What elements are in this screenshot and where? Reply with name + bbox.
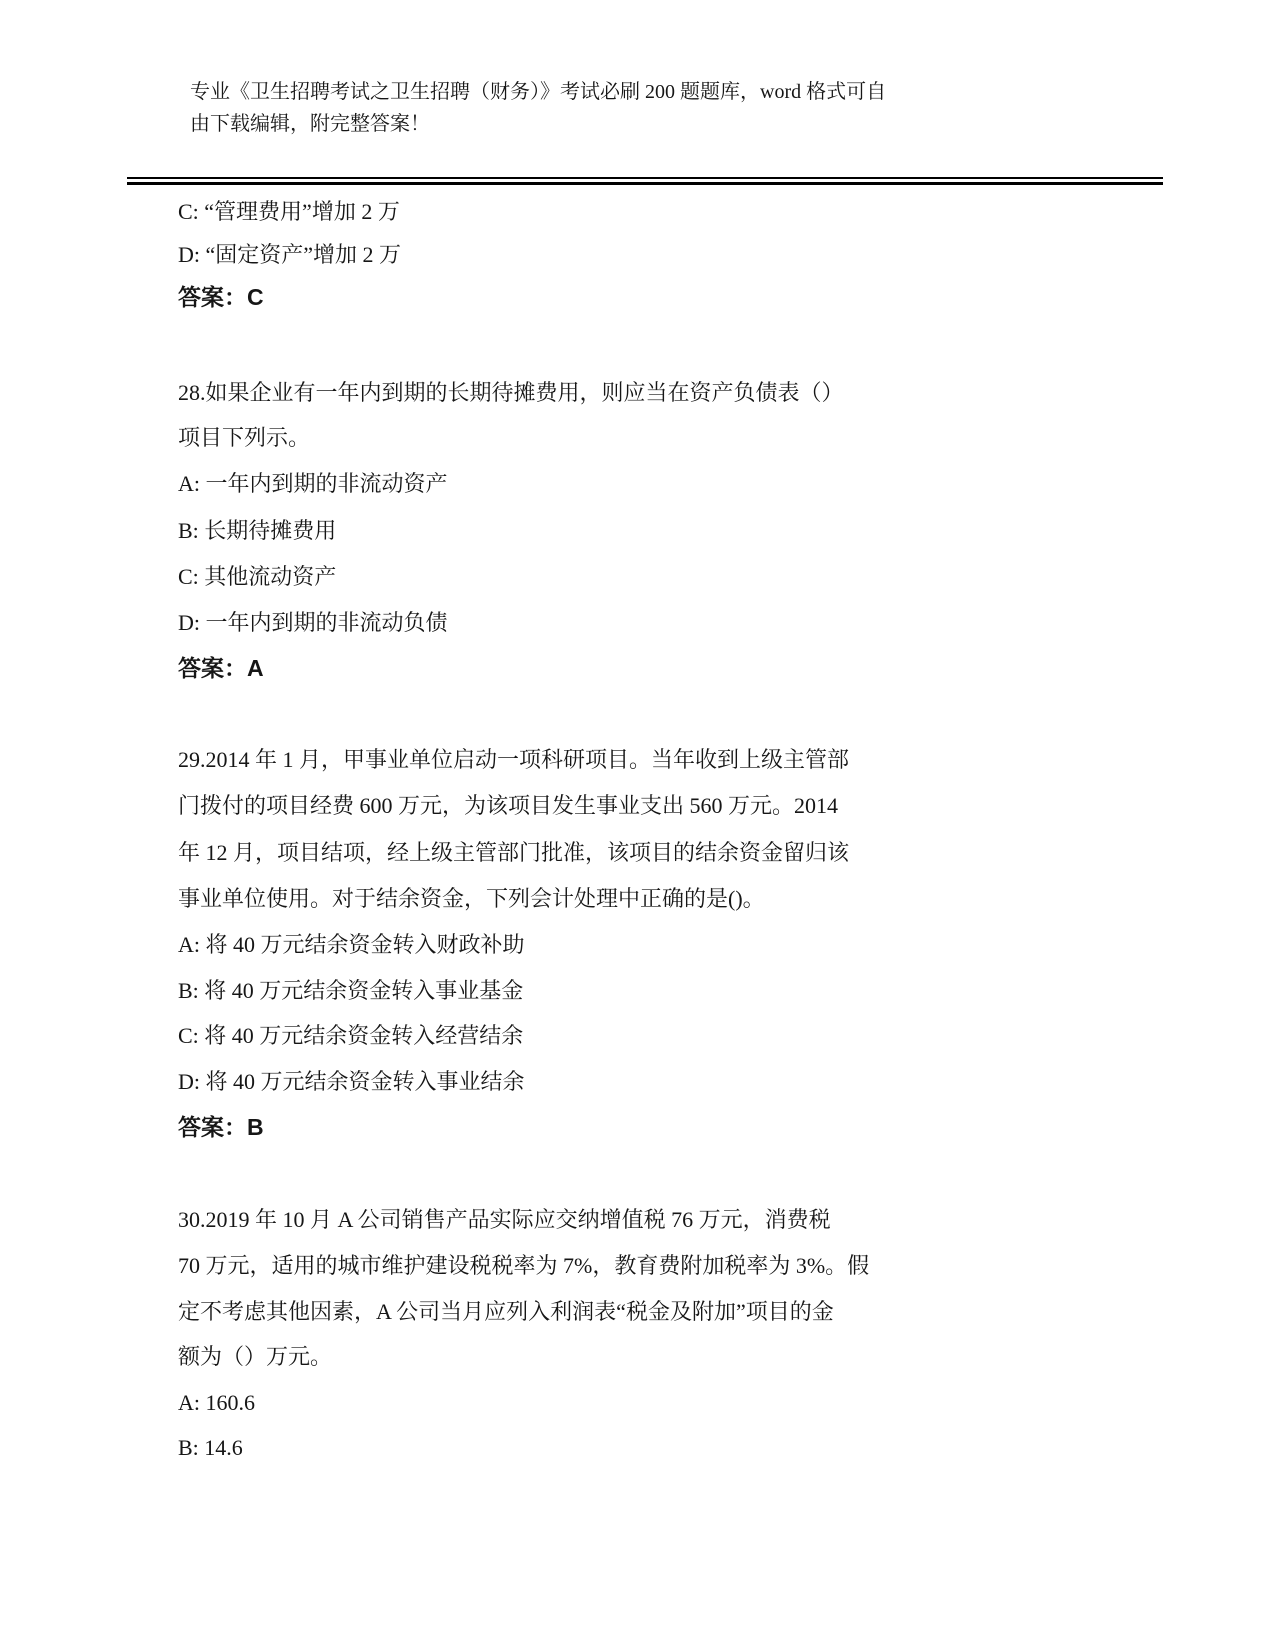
q28-stem-line-1: 28.如果企业有一年内到期的长期待摊费用，则应当在资产负债表（） [178,380,844,405]
q29-answer: 答案：B [178,1114,264,1140]
q28-answer: 答案：A [178,655,264,681]
q30-stem-line-2: 70 万元，适用的城市维护建设税税率为 7%，教育费附加税率为 3%。假 [178,1253,870,1278]
header-line-1: 专业《卫生招聘考试之卫生招聘（财务）》考试必刷 200 题题库，word 格式可自 [190,81,887,103]
q30-stem-line-1: 30.2019 年 10 月 A 公司销售产品实际应交纳增值税 76 万元，消费税 [178,1207,831,1232]
q30-stem-line-3: 定不考虑其他因素，A 公司当月应列入利润表“税金及附加”项目的金 [178,1299,834,1324]
prev-question-option-d: D: “固定资产”增加 2 万 [178,242,402,267]
q28-option-c: C: 其他流动资产 [178,564,337,589]
q29-option-d: D: 将 40 万元结余资金转入事业结余 [178,1069,525,1094]
q29-stem-line-3: 年 12 月，项目结项，经上级主管部门批准，该项目的结余资金留归该 [178,840,850,865]
q29-stem-line-4: 事业单位使用。对于结余资金，下列会计处理中正确的是()。 [178,886,765,911]
q29-option-c: C: 将 40 万元结余资金转入经营结余 [178,1023,524,1048]
prev-question-option-c: C: “管理费用”增加 2 万 [178,199,400,224]
q29-stem-line-1: 29.2014 年 1 月，甲事业单位启动一项科研项目。当年收到上级主管部 [178,747,850,772]
header-line-2: 由下载编辑，附完整答案！ [190,113,430,135]
q29-option-a: A: 将 40 万元结余资金转入财政补助 [178,932,525,957]
q28-option-a: A: 一年内到期的非流动资产 [178,471,448,496]
q30-stem-line-4: 额为（）万元。 [178,1344,333,1369]
q29-option-b: B: 将 40 万元结余资金转入事业基金 [178,978,524,1003]
prev-question-answer: 答案：C [178,284,264,310]
q28-option-d: D: 一年内到期的非流动负债 [178,610,448,635]
q30-option-b: B: 14.6 [178,1435,243,1460]
q29-stem-line-2: 门拨付的项目经费 600 万元，为该项目发生事业支出 560 万元。2014 [178,793,839,818]
q28-stem-line-2: 项目下列示。 [178,425,311,450]
header-divider [127,177,1163,185]
q28-option-b: B: 长期待摊费用 [178,518,337,543]
q30-option-a: A: 160.6 [178,1390,255,1415]
